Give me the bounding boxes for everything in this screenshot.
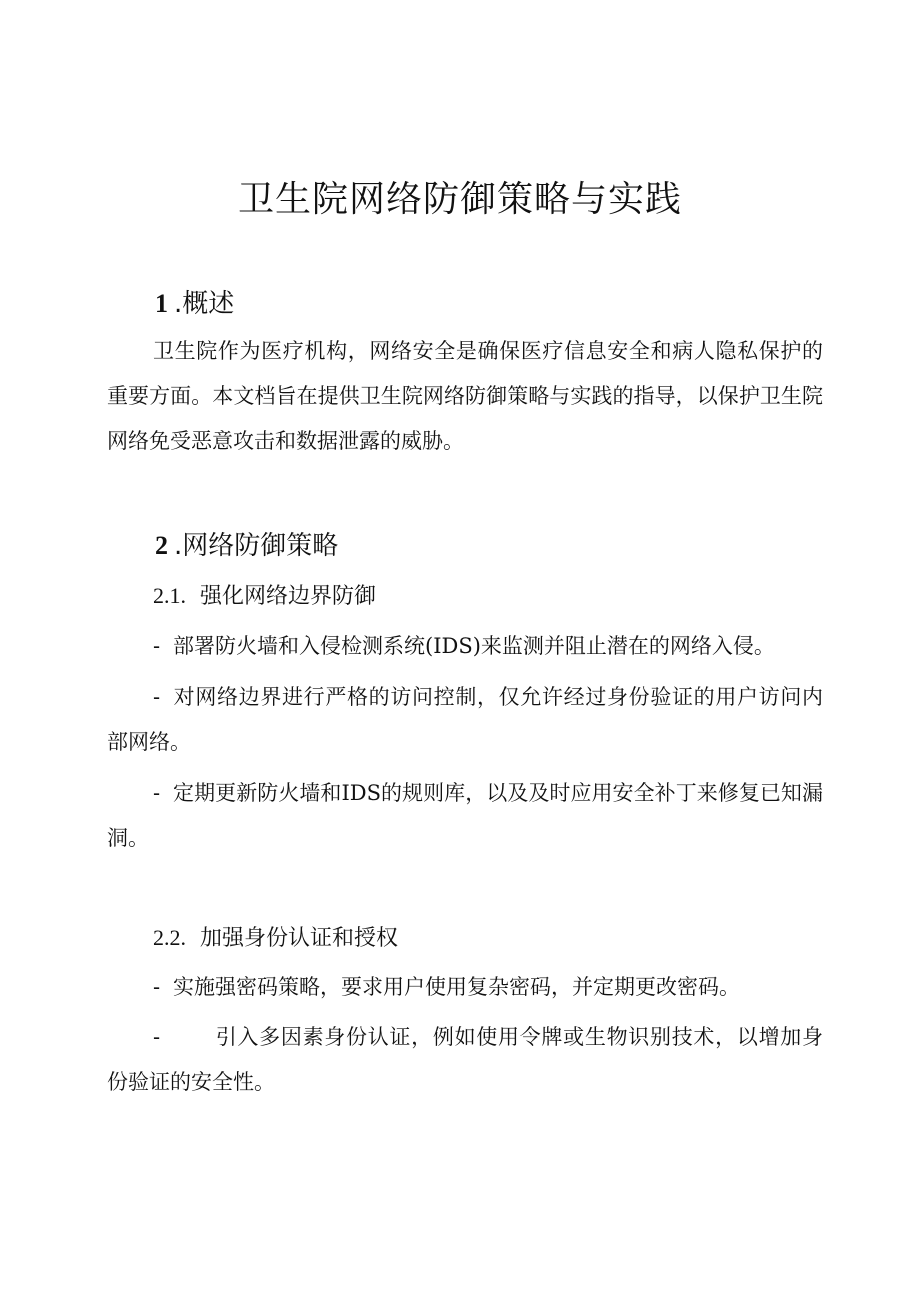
subsection-2-1-title: 强化网络边界防御 <box>200 584 377 609</box>
bullet-2-2-1 <box>107 965 823 1010</box>
subsection-2-2-number: 2.2. <box>153 925 186 950</box>
bullet-text: 定期更新防火墙和IDS的规则库，以及及时应用安全补丁来修复已知漏洞。 <box>107 781 823 850</box>
document-title: 卫生院网络防御策略与实践 <box>237 179 682 220</box>
section-1-title: .概述 <box>174 289 235 319</box>
bullet-2-1-3 <box>107 771 823 861</box>
bullet-text: 实施强密码策略，要求用户使用复杂密码，并定期更改密码。 <box>173 975 740 999</box>
section-2-title: .网络防御策略 <box>174 531 339 561</box>
section-2-heading <box>155 528 338 564</box>
subsection-2-1-heading <box>153 580 376 613</box>
bullet-2-2-2 <box>107 1015 823 1105</box>
bullet-2-1-2 <box>107 675 823 765</box>
section-1-heading <box>155 286 234 322</box>
bullet-text: 引入多因素身份认证，例如使用令牌或生物识别技术，以增加身份验证的安全性。 <box>107 1025 823 1094</box>
bullet-2-1-1 <box>107 624 823 669</box>
bullet-dash: - <box>153 634 161 658</box>
bullet-dash: - <box>153 975 161 999</box>
bullet-dash: - <box>153 781 161 805</box>
subsection-2-2-heading <box>153 922 398 955</box>
bullet-dash: - <box>153 1025 161 1049</box>
bullet-dash: - <box>153 685 161 709</box>
section-1-number: 1 <box>155 289 168 318</box>
bullet-text: 部署防火墙和入侵检测系统(IDS)来监测并阻止潜在的网络入侵。 <box>173 634 775 658</box>
subsection-2-1-number: 2.1. <box>153 583 186 608</box>
section-2-number: 2 <box>155 531 168 560</box>
section-1-paragraph: 卫生院作为医疗机构，网络安全是确保医疗信息安全和病人隐私保护的重要方面。本文档旨在提供卫生院网络防御策略与实践的指导，以保护卫生院网络免受恶意攻击和数据泄露的威胁。 <box>107 339 823 453</box>
subsection-2-2-title: 加强身份认证和授权 <box>200 926 399 951</box>
bullet-text: 对网络边界进行严格的访问控制，仅允许经过身份验证的用户访问内部网络。 <box>107 685 823 754</box>
